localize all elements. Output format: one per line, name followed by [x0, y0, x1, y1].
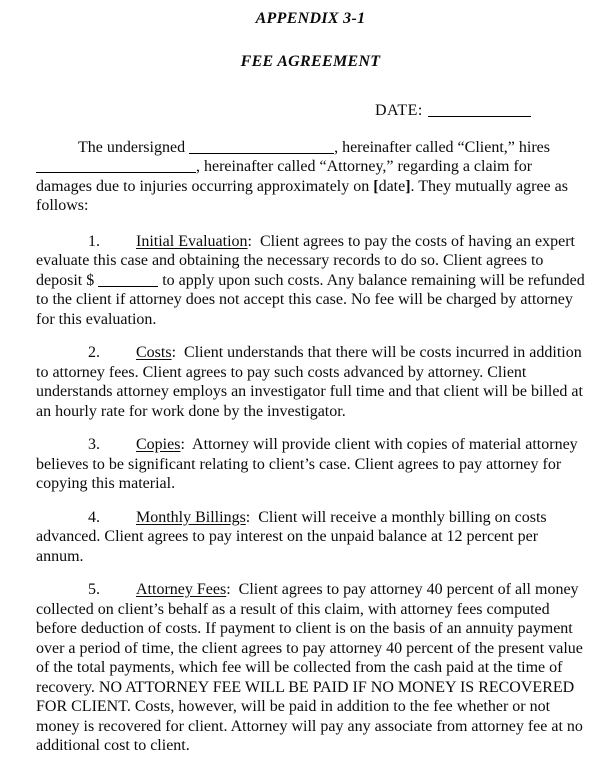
intro-paragraph — [36, 138, 585, 216]
section-3-separator: : — [180, 436, 193, 453]
date-blank-line — [428, 102, 531, 117]
section-3-heading: Copies — [136, 436, 181, 453]
document-title: FEE AGREEMENT — [240, 52, 381, 70]
section-3-body: Attorney will provide client with copies of material attorney believes to be significant relating to client’s case. Client agrees to pay attorney for copying this material. — [36, 436, 582, 492]
section-2-number: 2. — [88, 344, 100, 361]
deposit-amount-blank-line — [98, 272, 158, 287]
date-bracket-close: ] — [405, 177, 411, 195]
client-name-blank-line — [189, 139, 334, 154]
appendix-title: APPENDIX 3-1 — [255, 10, 366, 27]
section-4-separator: : — [245, 508, 259, 526]
section-1-body-after-blank: to apply upon such costs. Any balance remaining will be refunded to the client if attorney does not accept this case. No fee will be charged by attorney for this evaluation. — [36, 271, 589, 328]
section-1-body-before-blank: Client agrees to pay the costs of having an expert evaluate this case and obtaining the necessary records to do so. Client agrees to deposit $ — [36, 232, 579, 289]
section-1-initial-evaluation — [36, 232, 589, 330]
section-4-number: 4. — [88, 508, 100, 526]
section-1-separator: : — [247, 232, 260, 250]
section-5-number: 5. — [88, 581, 100, 598]
section-1-number: 1. — [88, 232, 100, 250]
section-3-copies — [36, 435, 585, 494]
section-5-attorney-fees — [36, 580, 585, 756]
date-placeholder-token: date — [378, 177, 406, 195]
intro-after-attorney-text: , hereinafter called “Attorney,” regarding a claim for damages due to injuries occurring approximately on — [36, 158, 537, 195]
date-line — [36, 101, 585, 121]
section-2-body: Client understands that there will be costs incurred in addition to attorney fees. Client agrees to pay such costs advanced by attorney. Client understands attorney employs an investigator full time and that client will be billed at an hourly rate for work done by the investigator. — [36, 344, 587, 420]
section-4-heading: Monthly Billings — [136, 508, 246, 526]
attorney-name-blank-line — [36, 158, 196, 173]
date-label: DATE: — [375, 102, 423, 119]
section-5-body: Client agrees to pay attorney 40 percent of all money collected on client’s behalf as a result of this claim, with attorney fees computed before deduction of costs. If payment to client is on the basis of an annuity payment over a period of time, the client agrees to pay attorney 40 percent of the present value of the total payments, which fee will be collected from the cash paid at the time of recovery. NO ATTORNEY FEE WILL BE PAID IF NO MONEY IS RECOVERED FOR CLIENT. Costs, however, will be paid in addition to the fee whether or not money is recovered for client. Attorney will pay any associate from attorney fee at no additional cost to client. — [36, 581, 587, 754]
intro-lead-text: The undersigned — [78, 138, 190, 156]
section-4-body: Client will receive a monthly billing on costs advanced. Client agrees to pay interest on the unpaid balance at 12 percent per annum. — [36, 508, 551, 565]
section-4-monthly-billings — [36, 508, 585, 567]
section-3-number: 3. — [88, 436, 100, 453]
section-2-costs — [36, 343, 585, 421]
section-1-heading: Initial Evaluation — [136, 232, 248, 250]
intro-after-client-text: , hereinafter called “Client,” hires — [334, 138, 554, 156]
section-2-separator: : — [171, 344, 185, 361]
section-5-separator: : — [226, 581, 239, 598]
intro-tail-text: . They mutually agree as follows: — [36, 177, 572, 214]
section-5-heading: Attorney Fees — [136, 581, 227, 598]
date-bracket-open: [ — [373, 177, 379, 195]
section-2-heading: Costs — [136, 344, 172, 361]
